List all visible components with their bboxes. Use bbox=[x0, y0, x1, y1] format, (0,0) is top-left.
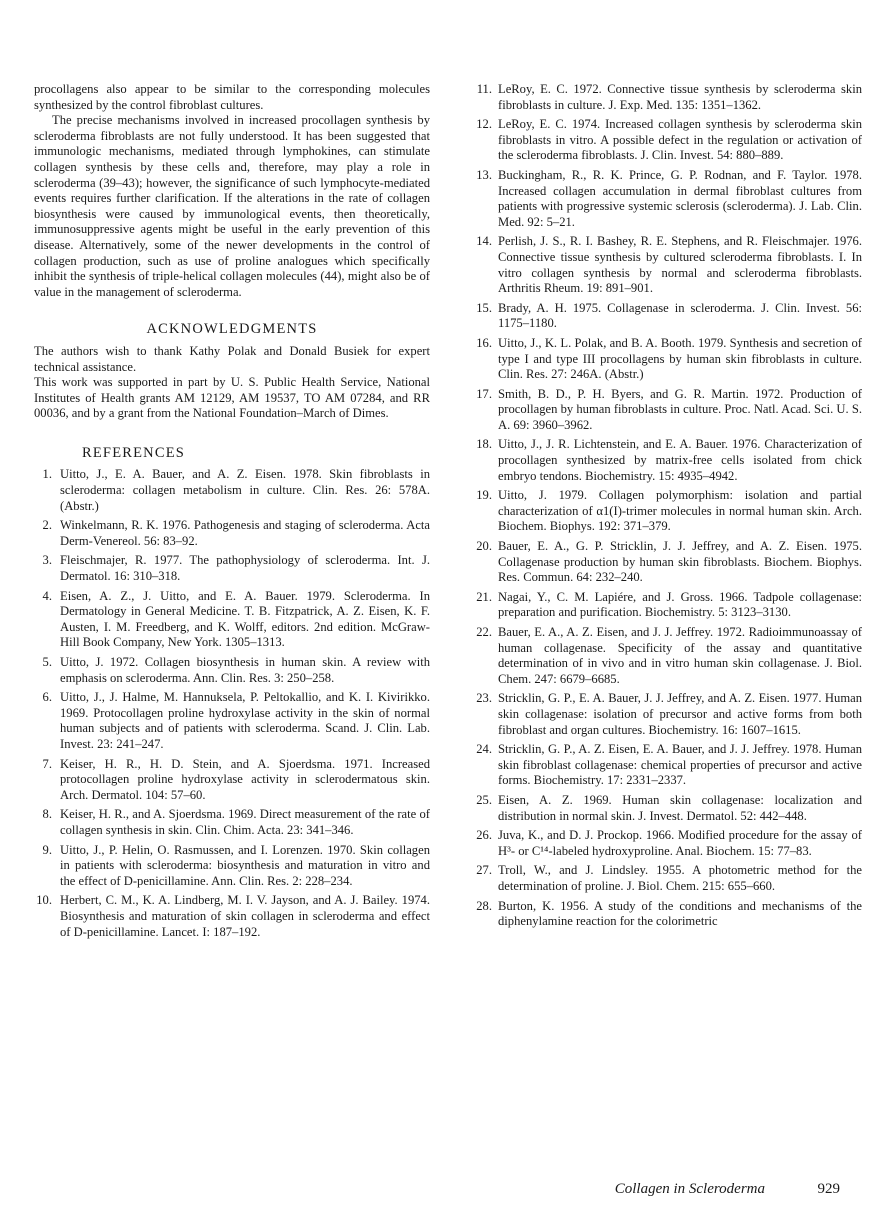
reference-item bbox=[472, 117, 862, 164]
reference-number: 3. bbox=[42, 553, 52, 568]
reference-number: 10. bbox=[36, 893, 52, 908]
reference-item bbox=[472, 863, 862, 894]
reference-item bbox=[472, 899, 862, 930]
reference-text: Juva, K., and D. J. Prockop. 1966. Modified procedure for the assay of H³- or C¹⁴-labeled hydroxyproline. Anal. Biochem. 15: 77–83. bbox=[498, 828, 862, 858]
acknowledgments-heading: ACKNOWLEDGMENTS bbox=[146, 321, 318, 338]
reference-list-left bbox=[34, 467, 430, 940]
reference-number: 9. bbox=[42, 842, 52, 857]
reference-text: Nagai, Y., C. M. Lapiére, and J. Gross. 1966. Tadpole collagenase: preparation and purification. Biochemistry. 5: 3123–3130. bbox=[498, 589, 862, 620]
reference-item bbox=[472, 82, 862, 113]
reference-text: Uitto, J., E. A. Bauer, and A. Z. Eisen. 1978. Skin fibroblasts in scleroderma: collagen metabolism in culture. Clin. Res. 26: 578A. (Abstr.) bbox=[60, 467, 430, 513]
reference-text: Perlish, J. S., R. I. Bashey, R. E. Stephens, and R. Fleischmajer. 1976. Connective tissue synthesis by cultured scleroderma fibroblasts. I. In vitro collagen synthesis by normal and scleroderma fibroblasts. Arthritis Rheum. 19: 891–901. bbox=[498, 234, 862, 296]
reference-text: Bauer, E. A., G. P. Stricklin, J. J. Jeffrey, and A. Z. Eisen. 1975. Collagenase production by human skin fibroblasts. Biochem. Biophys. Res. Commun. 64: 232–240. bbox=[498, 539, 862, 585]
reference-number: 13. bbox=[476, 167, 492, 182]
reference-number: 21. bbox=[476, 589, 492, 604]
reference-text: Buckingham, R., R. K. Prince, G. P. Rodnan, and F. Taylor. 1978. Increased collagen accumulation in dermal fibroblast cultures from patients with progressive systemic sclerosis (scleroderma). J. Lab. Clin. Med. 92: 5–21. bbox=[498, 167, 862, 229]
reference-item bbox=[34, 553, 430, 584]
reference-text: Keiser, H. R., H. D. Stein, and A. Sjoerdsma. 1971. Increased protocollagen proline hydroxylase activity in sclerodermatous skin. Arch. Dermatol. 104: 57–60. bbox=[60, 756, 430, 802]
reference-text: Stricklin, G. P., A. Z. Eisen, E. A. Bauer, and J. J. Jeffrey. 1978. Human skin fibroblast collagenase: chemical properties of precursor and active forms. Biochemistry. 17: 2331–2337. bbox=[498, 742, 862, 788]
body-paragraph: procollagens also appear to be similar to the corresponding molecules synthesized by the control fibroblast cultures. bbox=[34, 82, 430, 112]
references-heading: REFERENCES bbox=[82, 444, 186, 461]
reference-text: Uitto, J., P. Helin, O. Rasmussen, and I. Lorenzen. 1970. Skin collagen in patients with scleroderma: biosynthesis and maturation in vitro and the effect of D-penicillamine. Ann. Clin. Res. 2: 228–234. bbox=[60, 842, 430, 888]
reference-number: 5. bbox=[42, 655, 52, 669]
reference-number: 14. bbox=[476, 234, 492, 249]
reference-item bbox=[472, 168, 862, 230]
reference-text: Uitto, J., J. R. Lichtenstein, and E. A. Bauer. 1976. Characterization of procollagen synthesized by matrix-free cells isolated from chick embryo tendons. Biochemistry. 15: 4935–4942. bbox=[498, 437, 862, 483]
reference-text: Bauer, E. A., A. Z. Eisen, and J. J. Jeffrey. 1972. Radioimmunoassay of human collagenase. Specificity of the assay and quantitative determination of in vivo and in vitro human skin collagenase. J. Biol. Chem. 247: 6679–6685. bbox=[498, 625, 862, 686]
reference-number: 7. bbox=[42, 756, 52, 771]
reference-item bbox=[472, 539, 862, 586]
reference-item bbox=[34, 843, 430, 890]
reference-item bbox=[472, 590, 862, 621]
reference-list-right bbox=[472, 82, 862, 930]
reference-text: Eisen, A. Z. 1969. Human skin collagenase: localization and distribution in normal skin. J. Invest. Dermatol. 52: 442–448. bbox=[498, 792, 862, 823]
reference-text: Brady, A. H. 1975. Collagenase in scleroderma. J. Clin. Invest. 56: 1175–1180. bbox=[498, 300, 862, 331]
reference-text: Winkelmann, R. K. 1976. Pathogenesis and staging of scleroderma. Acta Derm-Venereol. 56: 83–92. bbox=[60, 518, 430, 548]
reference-text: Burton, K. 1956. A study of the conditions and mechanisms of the diphenylamine reaction for the colorimetric bbox=[498, 898, 862, 929]
reference-text: Herbert, C. M., K. A. Lindberg, M. I. V. Jayson, and A. J. Bailey. 1974. Biosynthesis and maturation of skin collagen in scleroderma and effect of D-penicillamine. Lancet. I: 187–192. bbox=[60, 893, 430, 939]
reference-number: 20. bbox=[476, 539, 492, 554]
reference-number: 2. bbox=[42, 518, 52, 533]
reference-item bbox=[34, 893, 430, 940]
reference-item bbox=[34, 690, 430, 752]
reference-item bbox=[472, 793, 862, 824]
reference-number: 27. bbox=[476, 863, 492, 878]
reference-item bbox=[472, 387, 862, 434]
reference-item bbox=[472, 691, 862, 738]
reference-number: 11. bbox=[476, 82, 492, 96]
reference-number: 1. bbox=[42, 467, 52, 482]
reference-text: Uitto, J., K. L. Polak, and B. A. Booth. 1979. Synthesis and secretion of type I and type III procollagens by human skin fibroblasts in culture. Clin. Res. 27: 246A. (Abstr.) bbox=[498, 335, 862, 382]
reference-number: 25. bbox=[476, 792, 492, 807]
reference-text: Smith, B. D., P. H. Byers, and G. R. Martin. 1972. Production of procollagen by human fibroblasts in culture. Proc. Natl. Acad. Sci. U. S. A. 69: 3960–3962. bbox=[498, 386, 862, 432]
reference-text: Stricklin, G. P., E. A. Bauer, J. J. Jeffrey, and A. Z. Eisen. 1977. Human skin collagenase: isolation of precursor and active forms from both fibroblast and organ cultures. Biochemistry. 16: 1607–1615. bbox=[498, 691, 862, 737]
reference-number: 8. bbox=[42, 807, 52, 822]
reference-text: Fleischmajer, R. 1977. The pathophysiology of scleroderma. Int. J. Dermatol. 16: 310–318. bbox=[60, 553, 430, 584]
reference-number: 12. bbox=[476, 117, 492, 132]
right-column bbox=[472, 82, 862, 934]
reference-item bbox=[34, 589, 430, 651]
reference-item bbox=[34, 518, 430, 549]
reference-item bbox=[34, 467, 430, 514]
reference-item bbox=[34, 807, 430, 838]
reference-number: 15. bbox=[476, 300, 492, 315]
reference-item bbox=[472, 301, 862, 332]
body-paragraph: The precise mechanisms involved in increased procollagen synthesis by scleroderma fibroblasts are not fully understood. It has been suggested that immunologic mechanisms, mediated through lymphokines, can stimulate collagen synthesis by these cells and, therefore, may play a role in scleroderma (39–43); however, the significance of such lymphocyte-mediated events requires further clarification. If the alterations in the rate of collagen biosynthesis were caused by immunological events, then theoretically, immunosuppressive agents might be useful in the early prevention of this disease. Alternatively, some of the newer developments in the control of collagen production, such as use of proline analogues which specifically inhibit the synthesis of triple-helical collagen molecules (44), might also be of value in the management of scleroderma. bbox=[34, 113, 430, 299]
reference-item bbox=[472, 336, 862, 383]
reference-item bbox=[472, 437, 862, 484]
reference-item bbox=[472, 488, 862, 535]
reference-number: 4. bbox=[42, 588, 52, 603]
reference-text: Uitto, J., J. Halme, M. Hannuksela, P. Peltokallio, and K. I. Kivirikko. 1969. Protocollagen proline hydroxylase activity in the skin of normal human subjects and of patients with scleroderma. Scand. J. Clin. Lab. Invest. 23: 241–247. bbox=[60, 690, 430, 751]
reference-text: Eisen, A. Z., J. Uitto, and E. A. Bauer. 1979. Scleroderma. In Dermatology in General Medicine. T. B. Fitzpatrick, A. Z. Eisen, K. F. Austen, I. M. Freedberg, and K. Wolff, editors. 2nd edition. McGraw-Hill Book Company, New York. 1305–1313. bbox=[60, 588, 430, 650]
reference-text: LeRoy, E. C. 1974. Increased collagen synthesis by scleroderma skin fibroblasts in vitro. A possible defect in the regulation or activation of the scleroderma fibroblasts. J. Clin. Invest. 54: 880–889. bbox=[498, 117, 862, 163]
reference-number: 22. bbox=[476, 625, 492, 639]
reference-text: Troll, W., and J. Lindsley. 1955. A photometric method for the determination of proline. J. Biol. Chem. 215: 655–660. bbox=[498, 863, 862, 893]
reference-number: 24. bbox=[476, 742, 492, 757]
reference-text: Uitto, J. 1972. Collagen biosynthesis in human skin. A review with emphasis on scleroderma. Ann. Clin. Res. 3: 250–258. bbox=[60, 655, 430, 685]
reference-item bbox=[472, 625, 862, 687]
reference-number: 17. bbox=[476, 386, 492, 401]
reference-number: 18. bbox=[476, 437, 492, 452]
reference-item bbox=[472, 742, 862, 789]
reference-text: Keiser, H. R., and A. Sjoerdsma. 1969. Direct measurement of the rate of collagen synthesis in skin. Clin. Chim. Acta. 23: 341–346. bbox=[60, 807, 430, 837]
reference-number: 26. bbox=[476, 828, 492, 843]
reference-item bbox=[34, 655, 430, 686]
running-title: Collagen in Scleroderma bbox=[614, 1181, 765, 1197]
acknowledgments-text: The authors wish to thank Kathy Polak and Donald Busiek for expert technical assistance. bbox=[34, 343, 430, 374]
reference-text: Uitto, J. 1979. Collagen polymorphism: isolation and partial characterization of α1(I)-trimer molecules in normal human skin. Arch. Biochem. Biophys. 192: 371–379. bbox=[498, 488, 862, 534]
reference-item bbox=[472, 828, 862, 859]
reference-number: 19. bbox=[476, 488, 492, 503]
page-number: 929 bbox=[817, 1181, 840, 1197]
acknowledgments-text: This work was supported in part by U. S. Public Health Service, National Institutes of Health grants AM 12129, AM 19537, TO AM 07284, and RR 00036, and by a grant from the National Foundation–March of Dimes. bbox=[34, 375, 430, 421]
reference-number: 16. bbox=[476, 335, 492, 350]
reference-item bbox=[34, 757, 430, 804]
reference-number: 23. bbox=[476, 691, 492, 706]
reference-number: 28. bbox=[476, 898, 492, 913]
reference-item bbox=[472, 234, 862, 296]
reference-number: 6. bbox=[42, 690, 52, 705]
left-column bbox=[34, 82, 430, 944]
reference-text: LeRoy, E. C. 1972. Connective tissue synthesis by scleroderma skin fibroblasts in culture. J. Exp. Med. 135: 1351–1362. bbox=[498, 82, 862, 112]
